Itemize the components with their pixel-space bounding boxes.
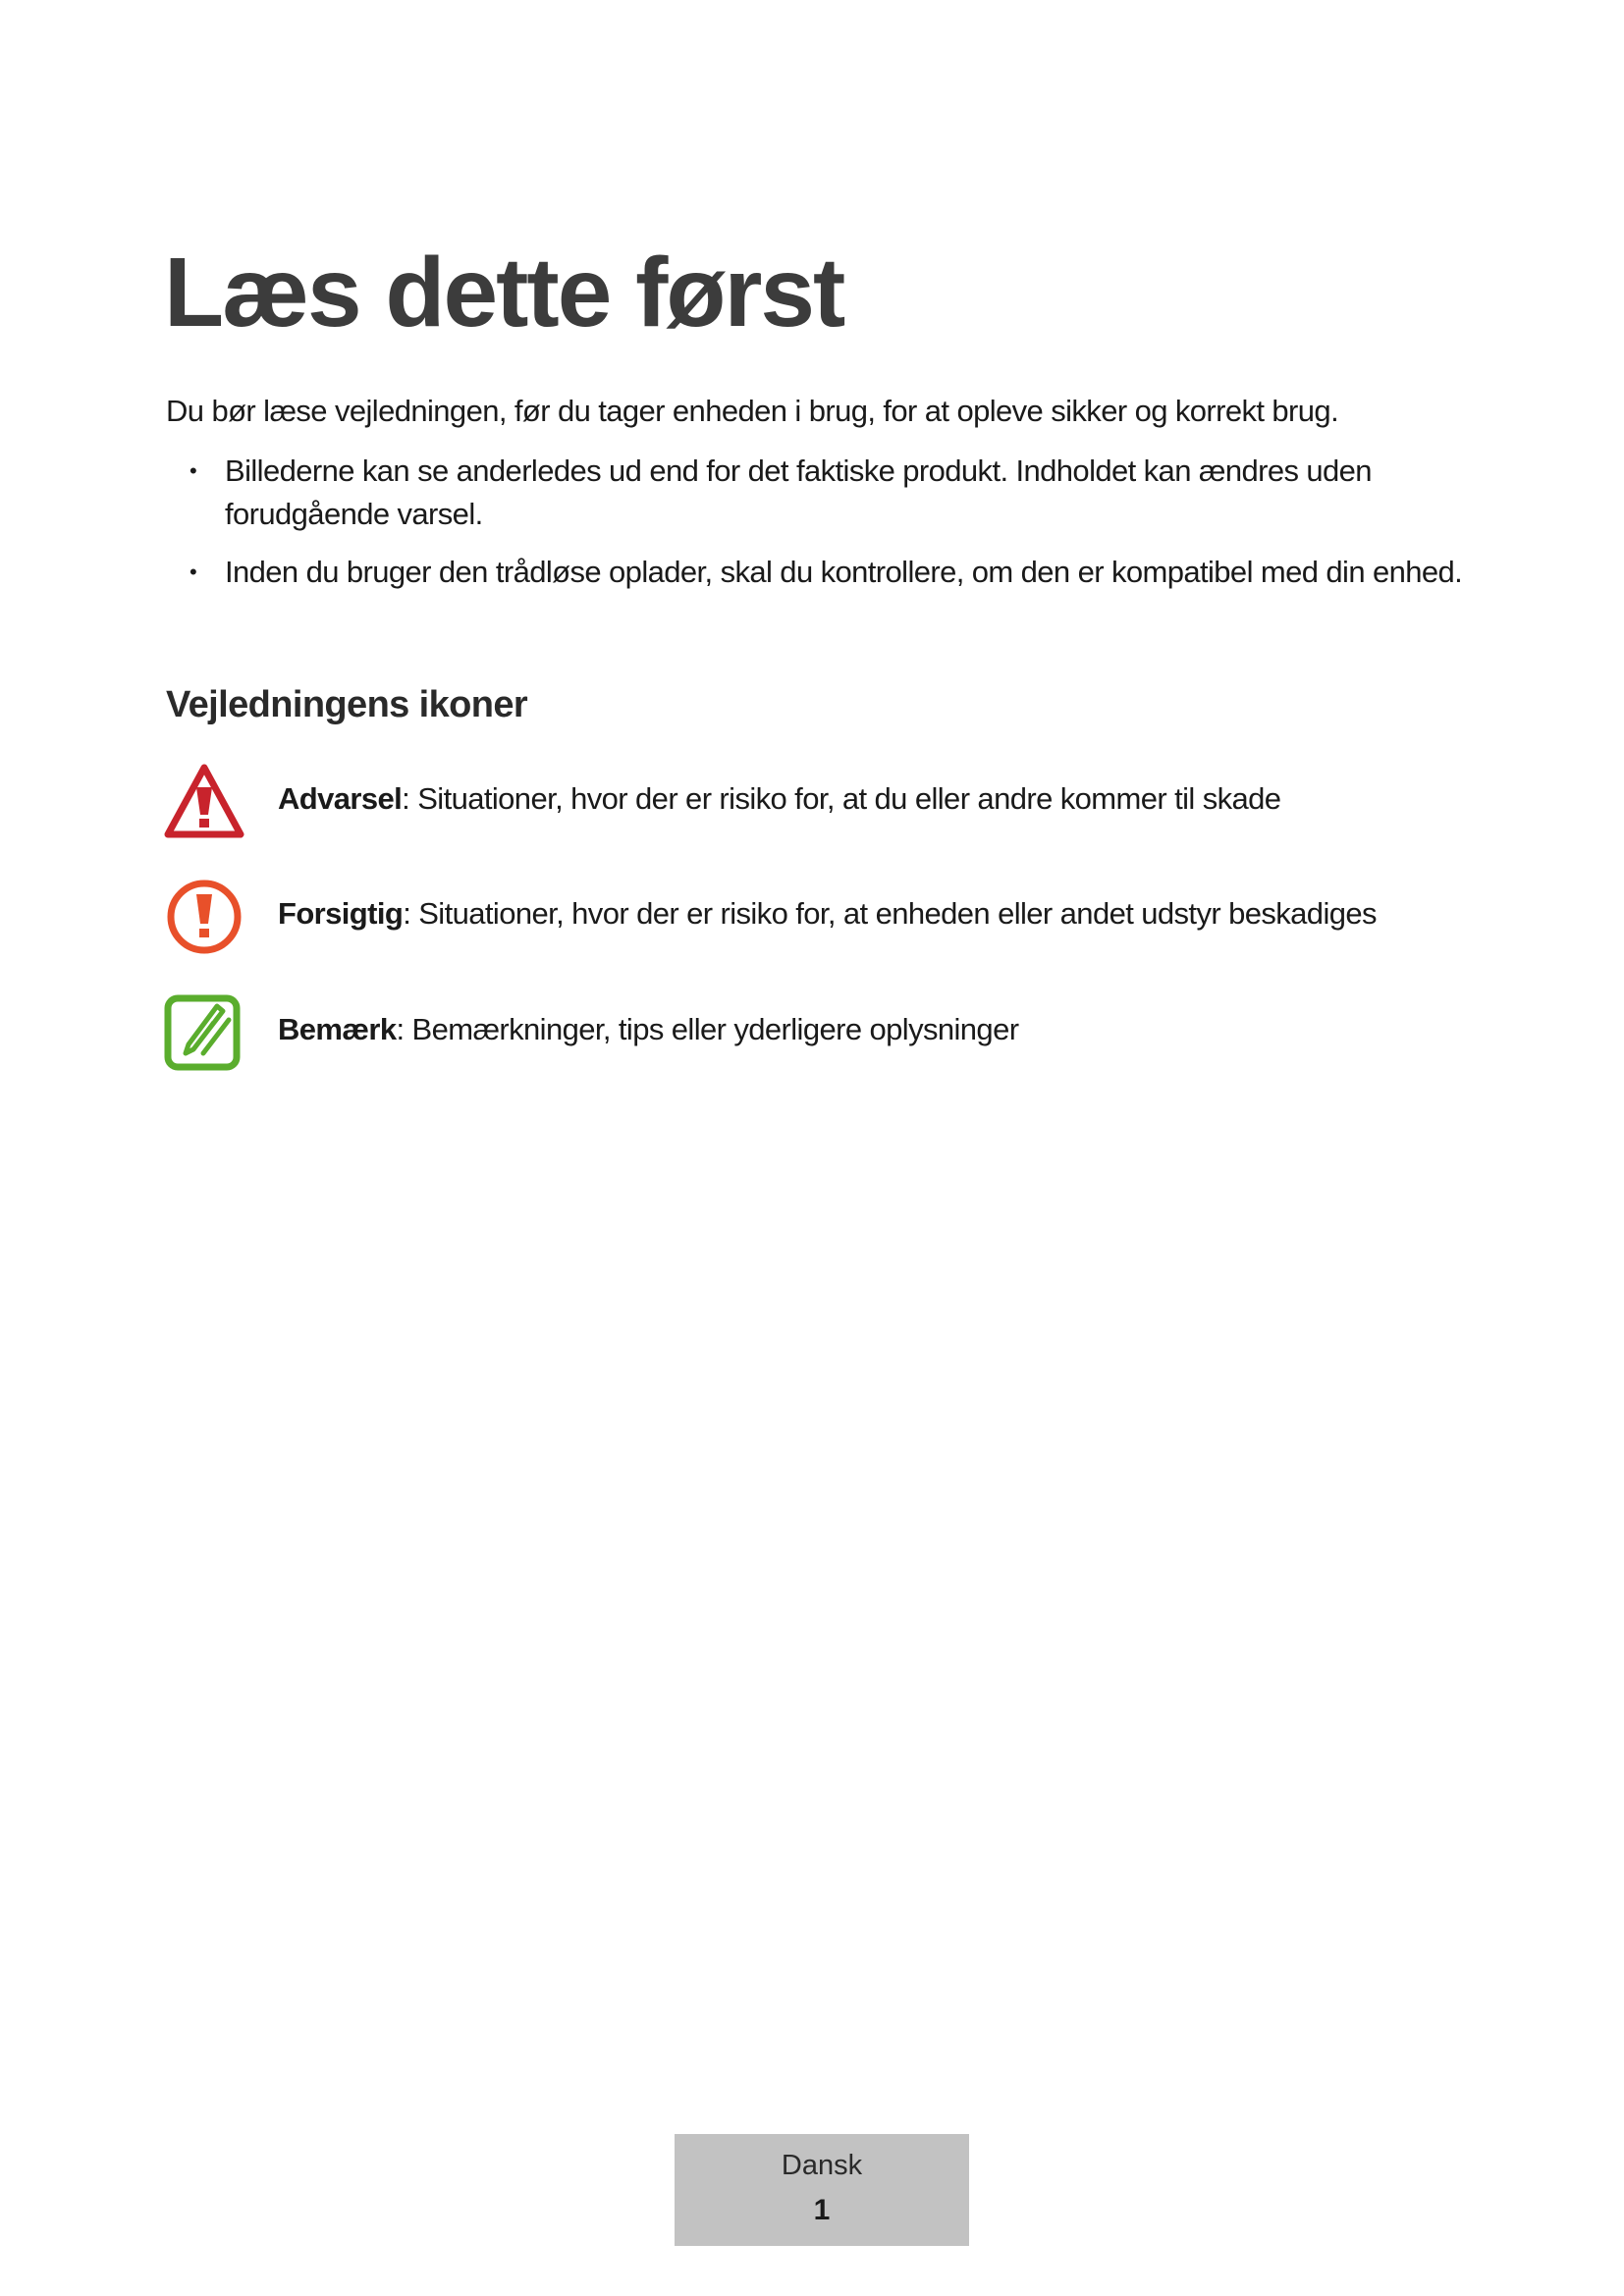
page-number: 1 [813,2194,831,2226]
icon-legend-note [164,992,1499,1071]
bullet-text: Billederne kan se anderledes ud end for det faktiske produkt. Indholdet kan ændres uden forudgående varsel. [225,454,1372,531]
list-item [166,551,1472,594]
list-item [166,450,1472,536]
intro-paragraph: Du bør læse vejledningen, før du tager enheden i brug, for at opleve sikker og korrekt brug. [166,394,1339,428]
warning-triangle-icon [164,762,244,842]
caution-description [278,892,1377,935]
caution-text: Situationer, hvor der er risiko for, at enheden eller andet udstyr beskadiges [418,896,1377,931]
caution-label: Forsigtig [278,896,404,931]
bullet-dot: • [189,458,197,483]
warning-label: Advarsel [278,781,403,816]
note-description [278,1008,1018,1051]
note-label: Bemærk [278,1012,397,1046]
footer-language: Dansk [781,2150,863,2181]
bullet-text: Inden du bruger den trådløse oplader, skal du kontrollere, om den er kompatibel med din enhed. [225,555,1463,589]
caution-circle-icon [164,877,244,957]
bullet-dot: • [189,560,197,584]
icon-legend-caution [164,877,1499,955]
warning-text: Situationer, hvor der er risiko for, at du eller andre kommer til skade [417,781,1281,816]
icon-legend-warning [164,762,1499,840]
bullet-list [166,450,1472,609]
label-separator: : [396,1012,412,1046]
note-pencil-icon [164,992,244,1073]
page-footer [675,2134,969,2246]
label-separator: : [403,896,419,931]
section-heading: Vejledningens ikoner [166,684,528,725]
page-title: Læs dette først [164,238,844,347]
warning-description [278,777,1280,821]
note-text: Bemærkninger, tips eller yderligere oplysninger [411,1012,1019,1046]
label-separator: : [402,781,418,816]
